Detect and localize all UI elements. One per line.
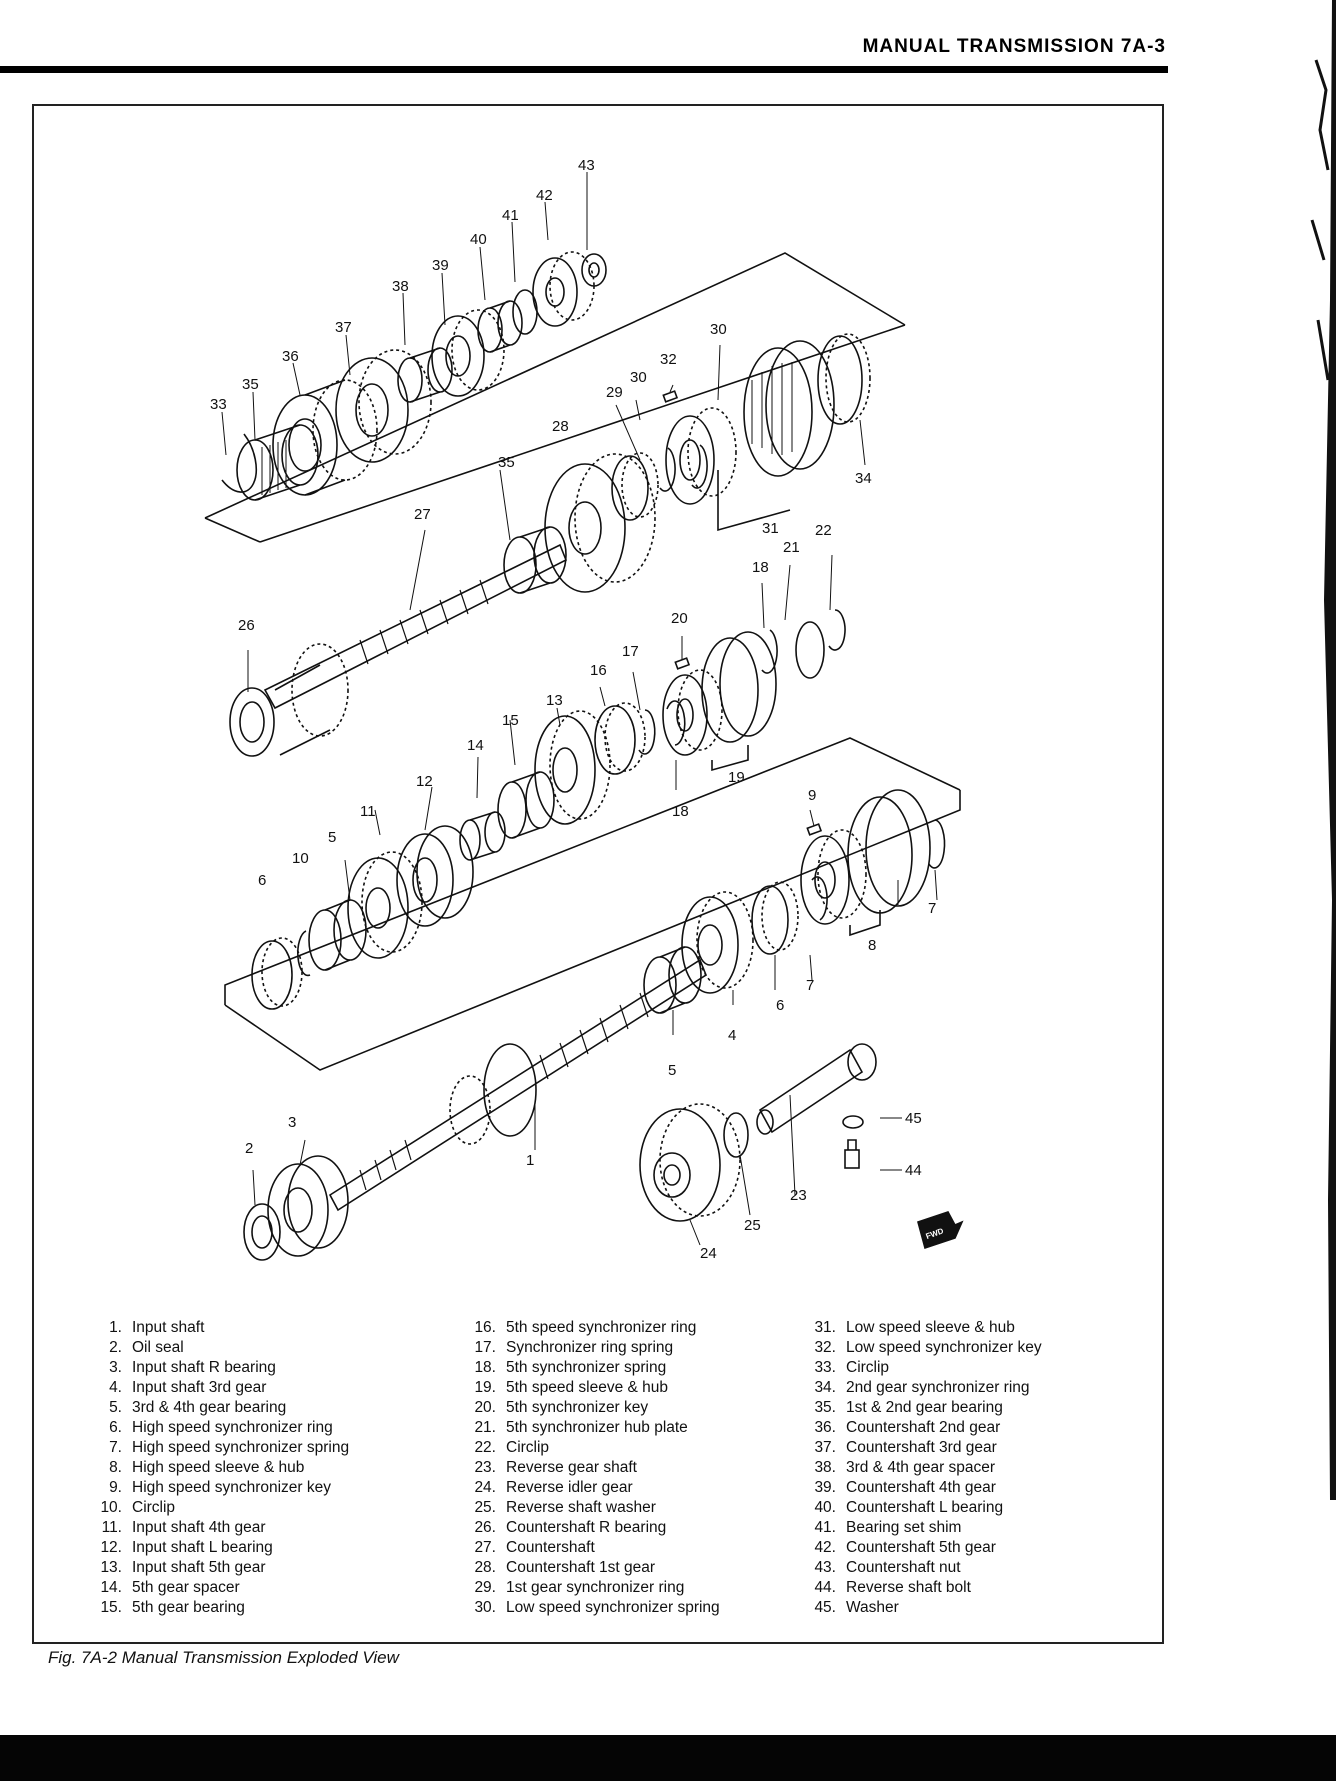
callout-34: 34: [855, 470, 872, 487]
page-header-title: MANUAL TRANSMISSION 7A-3: [862, 36, 1166, 57]
legend-column-3: [800, 1318, 1042, 1618]
bearing-5-upper-shape: [309, 900, 366, 970]
legend-item-label: Oil seal: [132, 1339, 184, 1356]
callout-5: 5: [668, 1062, 677, 1079]
legend-item-number: 45.: [814, 1599, 836, 1616]
gear-28-shape: [545, 454, 655, 592]
callout-40: 40: [470, 231, 487, 248]
callout-8: 8: [868, 937, 877, 954]
legend-item-number: 31.: [814, 1319, 836, 1336]
callout-29: 29: [606, 384, 623, 401]
legend-item-number: 12.: [100, 1539, 122, 1556]
callout-21: 21: [783, 539, 800, 556]
callout-26: 26: [238, 617, 255, 634]
legend-item: [460, 1518, 720, 1538]
sleeve-19-shape: [702, 632, 776, 742]
legend-item-label: Low speed sleeve & hub: [846, 1319, 1015, 1336]
legend-item-number: 4.: [109, 1379, 122, 1396]
legend-item: [800, 1318, 1042, 1338]
bearing-5-lower-shape: [644, 947, 701, 1013]
legend-item-number: 19.: [474, 1379, 496, 1396]
gear-24-shape: [640, 1104, 740, 1221]
legend-item-label: Bearing set shim: [846, 1519, 962, 1536]
legend-item: [800, 1438, 1042, 1458]
callout-37: 37: [335, 319, 352, 336]
legend-item: [800, 1398, 1042, 1418]
seal-2-shape: [244, 1204, 280, 1260]
legend-item: [460, 1358, 720, 1378]
spring-7a-shape: [929, 820, 945, 868]
nut-43-shape: [582, 254, 606, 286]
callout-12: 12: [416, 773, 433, 790]
legend-item-label: Input shaft 3rd gear: [132, 1379, 267, 1396]
legend-item-label: Input shaft R bearing: [132, 1359, 276, 1376]
spring-18b-shape: [667, 701, 685, 745]
legend-item-label: 1st & 2nd gear bearing: [846, 1399, 1003, 1416]
callout-36: 36: [282, 348, 299, 365]
callout-38: 38: [392, 278, 409, 295]
legend-item-label: 5th speed synchronizer ring: [506, 1319, 697, 1336]
legend-item-number: 35.: [814, 1399, 836, 1416]
legend-item: [86, 1438, 349, 1458]
legend-item: [460, 1558, 720, 1578]
callout-32: 32: [660, 351, 677, 368]
legend-item-number: 44.: [814, 1579, 836, 1596]
ring-16-shape: [595, 703, 645, 774]
legend-item: [86, 1518, 349, 1538]
legend-item-number: 43.: [814, 1559, 836, 1576]
legend-item-number: 22.: [474, 1439, 496, 1456]
legend-item-label: Reverse gear shaft: [506, 1459, 637, 1476]
legend-item-number: 26.: [474, 1519, 496, 1536]
legend-item: [86, 1338, 349, 1358]
legend-item-label: 5th speed sleeve & hub: [506, 1379, 669, 1396]
legend-item-number: 34.: [814, 1379, 836, 1396]
reverse-shaft-23-shape: [757, 1044, 876, 1134]
bracket-19: [712, 745, 748, 770]
legend-item-label: Low speed synchronizer key: [846, 1339, 1042, 1356]
scan-edge-right: [1302, 0, 1336, 1500]
gear-37-shape: [336, 350, 431, 462]
callout-7: 7: [928, 900, 937, 917]
legend-item: [86, 1458, 349, 1478]
legend-item-number: 7.: [109, 1439, 122, 1456]
legend-item: [86, 1578, 349, 1598]
legend-item-label: Synchronizer ring spring: [506, 1339, 674, 1356]
legend-item: [86, 1358, 349, 1378]
gear-42-shape: [533, 252, 594, 326]
callout-5: 5: [328, 829, 337, 846]
callout-6: 6: [776, 997, 785, 1014]
fwd-label: FWD: [924, 1226, 945, 1242]
legend-item-label: Reverse idler gear: [506, 1479, 633, 1496]
callout-1: 1: [526, 1152, 535, 1169]
legend-item: [800, 1358, 1042, 1378]
legend-item: [800, 1378, 1042, 1398]
callout-30: 30: [710, 321, 727, 338]
legend-item-number: 21.: [474, 1419, 496, 1436]
callout-14: 14: [467, 737, 484, 754]
legend-item-label: High speed synchronizer key: [132, 1479, 332, 1496]
legend-item-label: Circlip: [132, 1499, 176, 1516]
callout-42: 42: [536, 187, 553, 204]
callout-25: 25: [744, 1217, 761, 1234]
legend-item-label: 5th synchronizer key: [506, 1399, 649, 1416]
callout-35: 35: [242, 376, 259, 393]
legend-item: [800, 1558, 1042, 1578]
callout-18: 18: [752, 559, 769, 576]
legend-item-label: Circlip: [846, 1359, 890, 1376]
callout-20: 20: [671, 610, 688, 627]
legend-item: [86, 1478, 349, 1498]
callout-4: 4: [728, 1027, 737, 1044]
legend-item-label: Countershaft 2nd gear: [846, 1419, 1001, 1436]
countershaft-group-bracket: [205, 253, 905, 518]
hub-19-shape: [663, 670, 722, 755]
legend-item: [460, 1418, 720, 1438]
legend-item-label: Input shaft: [132, 1319, 205, 1336]
legend-item: [460, 1318, 720, 1338]
callout-27: 27: [414, 506, 431, 523]
legend-item: [460, 1498, 720, 1518]
callout-43: 43: [578, 157, 595, 174]
legend-item-number: 11.: [101, 1519, 122, 1536]
bearing-15-shape: [498, 772, 554, 838]
callout-30: 30: [630, 369, 647, 386]
legend-item-number: 23.: [474, 1459, 496, 1476]
legend-item-label: Countershaft R bearing: [506, 1519, 667, 1536]
legend-item: [800, 1538, 1042, 1558]
legend-item-number: 38.: [814, 1459, 836, 1476]
legend-item-number: 17.: [474, 1339, 496, 1356]
legend-item-label: Countershaft 1st gear: [506, 1559, 656, 1576]
legend-item-number: 2.: [109, 1339, 122, 1356]
legend-item-number: 30.: [474, 1599, 496, 1616]
bracket-31: [718, 470, 790, 530]
legend-item-number: 40.: [814, 1499, 836, 1516]
legend-item: [460, 1478, 720, 1498]
legend-item-label: High speed synchronizer spring: [132, 1439, 350, 1456]
legend-item-label: 5th gear bearing: [132, 1599, 245, 1616]
legend-item-number: 20.: [474, 1399, 496, 1416]
legend-item: [800, 1478, 1042, 1498]
legend-item: [800, 1578, 1042, 1598]
legend-item: [86, 1378, 349, 1398]
legend-item-number: 29.: [474, 1579, 496, 1596]
legend-item-label: 5th synchronizer hub plate: [506, 1419, 688, 1436]
legend-item-label: 2nd gear synchronizer ring: [846, 1379, 1030, 1396]
callout-18: 18: [672, 803, 689, 820]
legend-item: [800, 1338, 1042, 1358]
legend-item-label: Input shaft L bearing: [132, 1539, 273, 1556]
legend-item-label: High speed synchronizer ring: [132, 1419, 333, 1436]
legend-item: [800, 1418, 1042, 1438]
legend-item-label: Countershaft L bearing: [846, 1499, 1004, 1516]
legend-item: [460, 1398, 720, 1418]
legend-item-number: 36.: [814, 1419, 836, 1436]
callout-9: 9: [808, 787, 817, 804]
gear-13-shape: [535, 711, 610, 824]
ring-34-shape: [818, 334, 870, 424]
legend-item-label: 1st gear synchronizer ring: [506, 1579, 685, 1596]
bracket-8: [850, 910, 880, 935]
callout-13: 13: [546, 692, 563, 709]
legend-item-label: Countershaft: [506, 1539, 595, 1556]
hub-31-shape: [666, 408, 736, 504]
legend-item-number: 13.: [100, 1559, 122, 1576]
legend-item-number: 15.: [100, 1599, 122, 1616]
legend-item-label: 5th synchronizer spring: [506, 1359, 667, 1376]
legend-item-number: 27.: [474, 1539, 496, 1556]
callout-24: 24: [700, 1245, 717, 1262]
legend-item: [800, 1498, 1042, 1518]
callout-3: 3: [288, 1114, 297, 1131]
legend-item: [460, 1578, 720, 1598]
legend-item: [460, 1378, 720, 1398]
callout-16: 16: [590, 662, 607, 679]
legend-item-number: 10.: [100, 1499, 122, 1516]
legend-item: [86, 1398, 349, 1418]
callout-2: 2: [245, 1140, 254, 1157]
gear-4-shape: [682, 892, 753, 993]
legend-item-number: 14.: [100, 1579, 122, 1596]
legend-item-label: Washer: [846, 1599, 899, 1616]
callout-7: 7: [806, 977, 815, 994]
legend-item: [86, 1498, 349, 1518]
callout-41: 41: [502, 207, 519, 224]
spring-30a-shape: [660, 448, 675, 491]
callout-23: 23: [790, 1187, 807, 1204]
scan-edge-bottom: [0, 1735, 1336, 1781]
legend-item-label: Reverse shaft washer: [506, 1499, 656, 1516]
legend-item-number: 3.: [109, 1359, 122, 1376]
bolt-44-shape: [845, 1140, 859, 1168]
legend-item: [800, 1598, 1042, 1618]
callout-22: 22: [815, 522, 832, 539]
legend-item-number: 24.: [474, 1479, 496, 1496]
legend-item: [86, 1598, 349, 1618]
legend-item-number: 25.: [474, 1499, 496, 1516]
legend-item: [460, 1438, 720, 1458]
legend-item: [800, 1518, 1042, 1538]
washer-45-shape: [843, 1116, 863, 1128]
ring-6-lower-shape: [752, 882, 798, 954]
callout-6: 6: [258, 872, 267, 889]
legend-item: [460, 1458, 720, 1478]
legend-item-label: Low speed synchronizer spring: [506, 1599, 720, 1616]
callout-10: 10: [292, 850, 309, 867]
legend-item-number: 6.: [109, 1419, 122, 1436]
legend-item-number: 18.: [474, 1359, 496, 1376]
legend-item-number: 16.: [474, 1319, 496, 1336]
figure-caption: Fig. 7A-2 Manual Transmission Exploded View: [48, 1648, 399, 1667]
bearing-35-lower-shape: [504, 527, 566, 593]
legend-item-label: Reverse shaft bolt: [846, 1579, 971, 1596]
legend-item-number: 28.: [474, 1559, 496, 1576]
callout-33: 33: [210, 396, 227, 413]
legend-item-number: 8.: [109, 1459, 122, 1476]
callout-15: 15: [502, 712, 519, 729]
legend-item-number: 42.: [814, 1539, 836, 1556]
legend-item-number: 5.: [109, 1399, 122, 1416]
legend-item-number: 39.: [814, 1479, 836, 1496]
legend-item-number: 9.: [109, 1479, 122, 1496]
legend-item-label: Input shaft 5th gear: [132, 1559, 266, 1576]
callout-19: 19: [728, 769, 745, 786]
legend-item: [800, 1458, 1042, 1478]
callout-17: 17: [622, 643, 639, 660]
legend-item-label: 5th gear spacer: [132, 1579, 240, 1596]
legend-item: [460, 1598, 720, 1618]
ring-6-upper-shape: [252, 938, 302, 1009]
gear-39-shape: [432, 310, 504, 396]
legend-item-label: 3rd & 4th gear spacer: [846, 1459, 996, 1476]
legend-column-2: [460, 1318, 720, 1618]
legend-item-label: Countershaft 4th gear: [846, 1479, 996, 1496]
legend-item-label: Countershaft nut: [846, 1559, 961, 1576]
callout-11: 11: [360, 803, 376, 820]
legend-item-label: Countershaft 3rd gear: [846, 1439, 997, 1456]
legend-column-1: [86, 1318, 349, 1618]
legend-item: [86, 1318, 349, 1338]
legend-item-number: 41.: [814, 1519, 836, 1536]
key-32-shape: [663, 391, 677, 402]
callout-35: 35: [498, 454, 515, 471]
legend-item-number: 32.: [814, 1339, 836, 1356]
legend-item-number: 1.: [109, 1319, 122, 1336]
legend-item-number: 37.: [814, 1439, 836, 1456]
plate-21-shape: [796, 622, 824, 678]
legend-item-label: 3rd & 4th gear bearing: [132, 1399, 287, 1416]
legend-item-label: Countershaft 5th gear: [846, 1539, 996, 1556]
callout-28: 28: [552, 418, 569, 435]
legend-item-label: High speed sleeve & hub: [132, 1459, 305, 1476]
callout-44: 44: [905, 1162, 922, 1179]
legend-item: [460, 1338, 720, 1358]
legend-item: [86, 1558, 349, 1578]
callout-45: 45: [905, 1110, 922, 1127]
circlip-22-shape: [829, 610, 845, 650]
callout-31: 31: [762, 520, 779, 537]
legend-item-label: Input shaft 4th gear: [132, 1519, 266, 1536]
input-shaft-1-shape: [330, 960, 706, 1210]
hub-8-shape: [801, 830, 866, 924]
legend-item-label: Circlip: [506, 1439, 550, 1456]
callout-39: 39: [432, 257, 449, 274]
legend-item: [460, 1538, 720, 1558]
sleeve-8-shape: [848, 790, 930, 913]
legend-item: [86, 1418, 349, 1438]
legend-item-number: 33.: [814, 1359, 836, 1376]
leader-lines: [222, 172, 937, 1245]
legend-item: [86, 1538, 349, 1558]
